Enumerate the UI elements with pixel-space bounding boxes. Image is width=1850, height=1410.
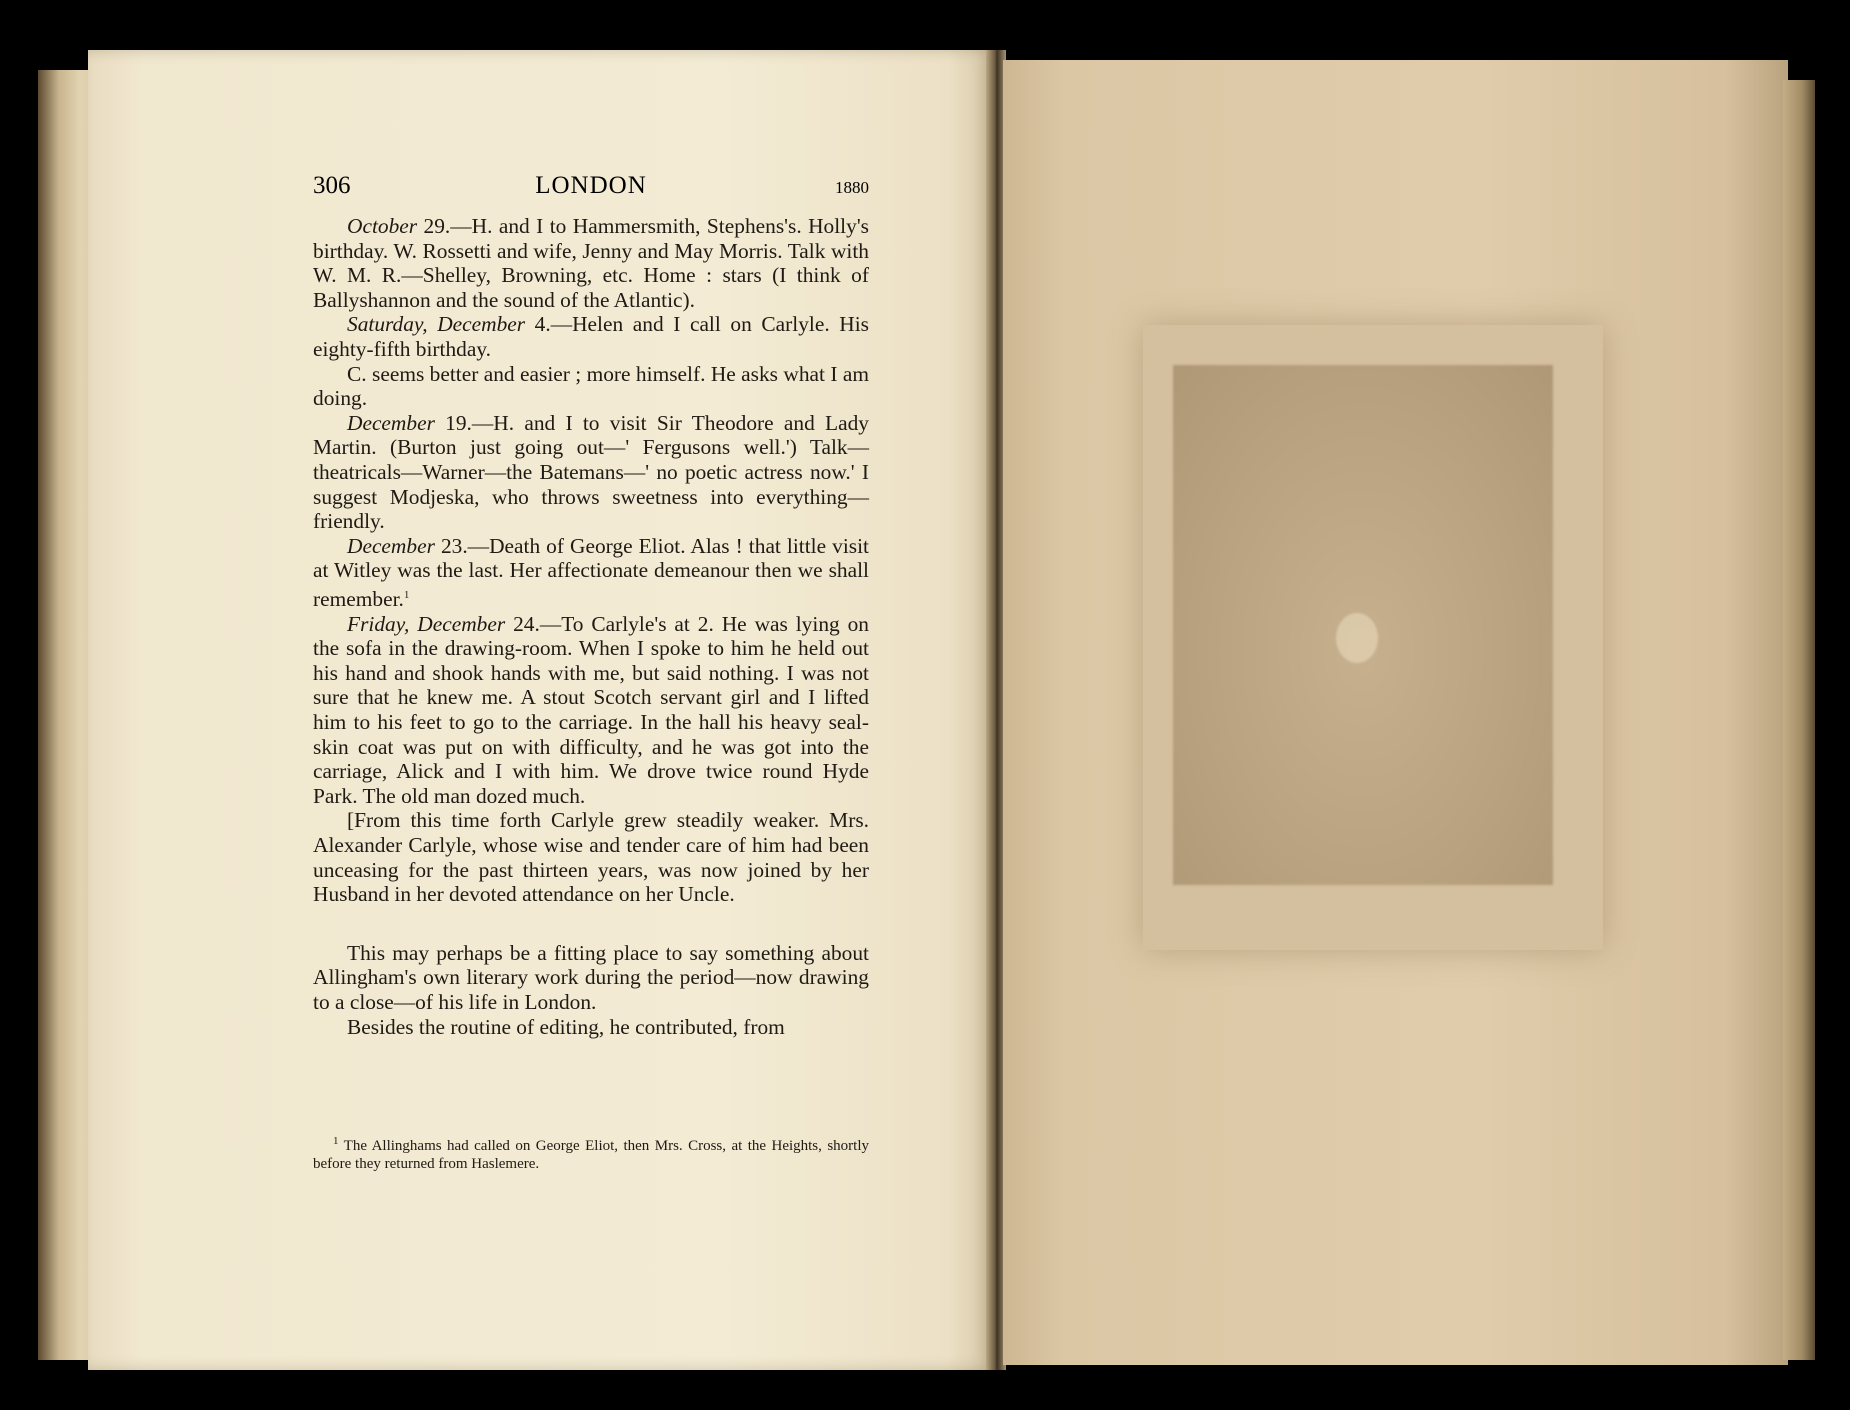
footnote bbox=[313, 1132, 869, 1173]
running-head bbox=[313, 172, 869, 202]
paragraph: This may perhaps be a fitting place to say something about Allingham's own literary work during the period—now drawing to a close—of his life in London. bbox=[313, 940, 869, 1014]
footnote-ref[interactable]: 1 bbox=[403, 588, 410, 601]
footnote-marker: 1 bbox=[333, 1135, 339, 1147]
right-page-edges bbox=[1783, 80, 1815, 1360]
running-year: 1880 bbox=[835, 178, 869, 197]
plate-image bbox=[1173, 365, 1553, 885]
paragraph: Besides the routine of editing, he contributed, from bbox=[347, 1014, 785, 1039]
entry-date: Saturday, December bbox=[347, 312, 526, 337]
footnote-text: The Allinghams had called on George Eliot, then Mrs. Cross, at the Heights, shortly before they returned from Haslemere. bbox=[313, 1138, 869, 1172]
paragraph: [From this time forth Carlyle grew steadily weaker. Mrs. Alexander Carlyle, whose wise and tender care of him had been unceasing for the past thirteen years, was now joined by her Husband in her devoted attendance on her Uncle. bbox=[313, 808, 869, 907]
entry-date: October bbox=[347, 214, 418, 238]
paragraph: Friday, December 24.—To Carlyle's at 2. He was lying on the sofa in the drawing-room. When I spoke to him he held out his hand and shook hands with me, but said nothing. I was not sure that he knew me. A stout Scotch servant girl and I lifted him to his feet to go to the carriage. In the hall his heavy seal-skin coat was put on with difficulty, and he was got into the carriage, Alick and I with him. We drove twice round Hyde Park. The old man dozed much. bbox=[313, 611, 869, 808]
entry-date: Friday, December bbox=[347, 611, 506, 636]
paragraph: December 19.—H. and I to visit Sir Theodore and Lady Martin. (Burton just going out—' Fergusons well.') Talk—theatricals—Warner—the Batemans—' no poetic actress now.' I suggest Modjeska, who throws sweetness into everything—friendly. bbox=[313, 410, 869, 534]
page-number: 306 bbox=[313, 172, 351, 199]
running-title: LONDON bbox=[535, 172, 647, 199]
paragraph: C. seems better and easier ; more himself. He asks what I am doing. bbox=[313, 361, 869, 411]
plate-highlight bbox=[1336, 613, 1378, 663]
paragraph: Saturday, December 4.—Helen and I call on Carlyle. His eighty-fifth birthday. bbox=[313, 312, 869, 361]
entry-date: December bbox=[347, 410, 435, 435]
page-body bbox=[313, 214, 869, 1039]
paragraph: October 29.—H. and I to Hammersmith, Stephens's. Holly's birthday. W. Rossetti and wife, Jenny and May Morris. Talk with W. M. R.—Shelley, Browning, etc. Home : stars (I think of Ballyshannon and the sound of the Atlantic). bbox=[313, 214, 869, 312]
entry-date: December bbox=[347, 533, 435, 558]
tissue-covered-plate bbox=[1143, 325, 1603, 950]
paragraph: December 23.—Death of George Eliot. Alas ! that little visit at Witley was the last. Her affectionate demeanour then we shall remember.$^1$ bbox=[313, 533, 869, 612]
